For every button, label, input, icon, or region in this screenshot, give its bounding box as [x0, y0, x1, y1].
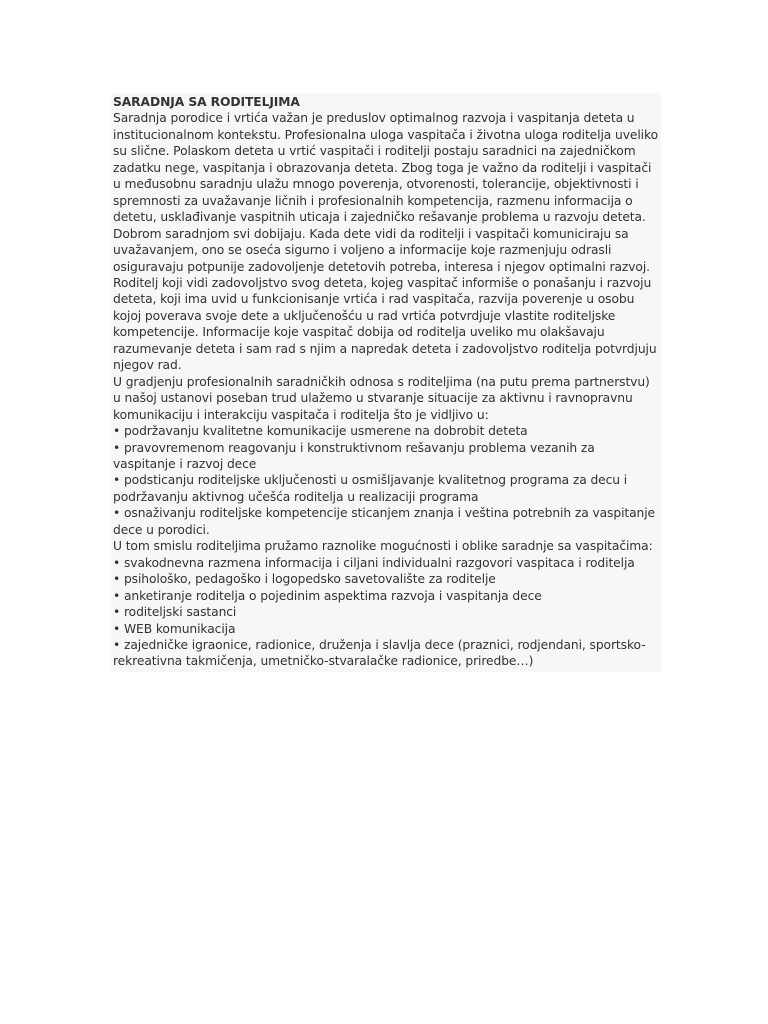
partnership-list	[113, 423, 659, 538]
list-item: • podržavanju kvalitetne komunikacije usmerene na dobrobit deteta	[113, 424, 528, 439]
list-item: • podsticanju roditeljske uključenosti u osmišljavanje kvalitetnog programa za decu i podržavanju aktivnog učešća roditelja u realizaciji programa	[113, 473, 628, 504]
list-item: • psihološko, pedagoško i logopedsko savetovalište za roditelje	[113, 572, 496, 587]
list-item: • WEB komunikacija	[113, 621, 236, 636]
document-title: SARADNJA SA RODITELJIMA	[113, 95, 300, 109]
list-item: • roditeljski sastanci	[113, 605, 237, 620]
cooperation-forms-list	[113, 555, 659, 670]
list-item: • pravovremenom reagovanju i konstruktivnom rešavanju problema vezanih za vaspitanje i razvoj dece	[113, 440, 595, 471]
intro-paragraph: Saradnja porodice i vrtića važan je preduslov optimalnog razvoja i vaspitanja deteta u institucionalnom kontekstu. Profesionalna uloga vaspitača i životna uloga roditelja uveliko su slične. Polaskom deteta u vrtić vaspitači i roditelji postaju saradnici na zajedničkom zadatku nege, vaspitanja i obrazovanja deteta. Zbog toga je važno da roditelji i vaspitači u međusobnu saradnju ulažu mnogo poverenja, otvorenosti, tolerancije, objektivnosti i spremnosti za uvažavanje ličnih i profesionalnih kompetencija, razmenu informacija o detetu, usklađivanje vaspitnih uticaja i zajedničko rešavanje problema u razvoju deteta. Dobrom saradnjom svi dobijaju. Kada dete vidi da roditelji i vaspitači komuniciraju sa uvažavanjem, ono se oseća sigurno i voljeno a informacije koje razmenjuju odrasli osiguravaju potpunije zadovoljenje detetovih potreba, interesa i njegov optimalni razvoj. Roditelj koji vidi zadovoljstvo svog deteta, kojeg vaspitač informiše o ponašanju i razvoju deteta, koji ima uvid u funkcionisanje vrtića i rad vaspitača, razvija poverenje u osobu kojoj poverava svoje dete a uključenošću u rad vrtića potvrdjuje vlastite roditeljske kompetencije. Informacije koje vaspitač dobija od roditelja uveliko mu olakšavaju razumevanje deteta i sam rad s njim a napredak deteta i zadovoljstvo roditelja potvrdjuju njegov rad.	[113, 111, 658, 373]
list-item: • zajedničke igraonice, radionice, druženja i slavlja dece (praznici, rodjendani, sportsko-rekreativna takmičenja, umetničko-stvaralačke radionice, priredbe…)	[113, 637, 646, 669]
partnership-paragraph: U gradjenju profesionalnih saradničkih odnosa s roditeljima (na putu prema partnerstvu) u našoj ustanovi poseban trud ulažemo u stvaranje situacije za aktivnu i ravnopravnu komunikaciju i interakciju vaspitača i roditelja što je vidljivo u:	[113, 374, 650, 422]
cooperation-paragraph: U tom smislu roditeljima pružamo raznolike mogućnosti i oblike saradnje sa vaspitačima:	[113, 539, 653, 554]
list-item: • osnaživanju roditeljske kompetencije sticanjem znanja i veština potrebnih za vaspitanje dece u porodici.	[113, 506, 656, 537]
document-text-block	[111, 93, 661, 672]
list-item: • anketiranje roditelja o pojedinim aspektima razvoja i vaspitanja dece	[113, 588, 542, 603]
list-item: • svakodnevna razmena informacija i ciljani individualni razgovori vaspitaca i roditelja	[113, 555, 635, 570]
